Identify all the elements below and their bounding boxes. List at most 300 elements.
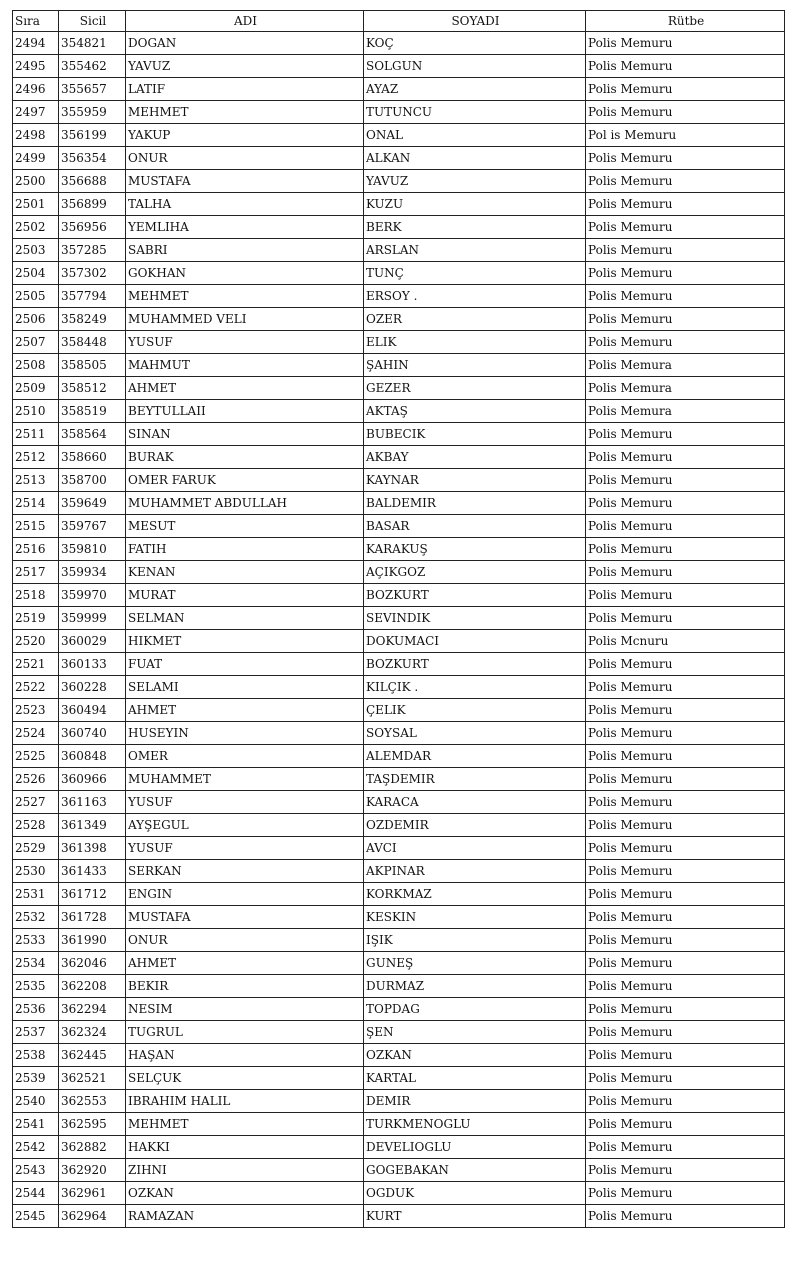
cell-soyadi: BUBECIK	[364, 423, 586, 446]
cell-soyadi: GUNEŞ	[364, 952, 586, 975]
header-row	[13, 11, 785, 32]
cell-rutbe: Polis Memuru	[586, 239, 785, 262]
cell-rutbe: Polis Memuru	[586, 1136, 785, 1159]
cell-soyadi: AÇIKGOZ	[364, 561, 586, 584]
cell-sicil: 354821	[59, 32, 126, 55]
cell-soyadi: TURKMENOGLU	[364, 1113, 586, 1136]
cell-sira: 2529	[13, 837, 59, 860]
cell-sira: 2503	[13, 239, 59, 262]
cell-sicil: 360029	[59, 630, 126, 653]
cell-sira: 2532	[13, 906, 59, 929]
table-row	[13, 492, 785, 515]
cell-sira: 2543	[13, 1159, 59, 1182]
table-row	[13, 1044, 785, 1067]
table-row	[13, 607, 785, 630]
cell-sicil: 359810	[59, 538, 126, 561]
cell-sira: 2511	[13, 423, 59, 446]
cell-soyadi: YAVUZ	[364, 170, 586, 193]
cell-sira: 2510	[13, 400, 59, 423]
cell-sicil: 359767	[59, 515, 126, 538]
cell-sira: 2515	[13, 515, 59, 538]
cell-soyadi: TUTUNCU	[364, 101, 586, 124]
cell-soyadi: BOZKURT	[364, 584, 586, 607]
cell-adi: SABRI	[126, 239, 364, 262]
cell-soyadi: KILÇIK .	[364, 676, 586, 699]
cell-sira: 2519	[13, 607, 59, 630]
cell-rutbe: Polis Memuru	[586, 906, 785, 929]
cell-rutbe: Polis Memura	[586, 377, 785, 400]
cell-soyadi: ALEMDAR	[364, 745, 586, 768]
cell-sicil: 361433	[59, 860, 126, 883]
cell-soyadi: KARACA	[364, 791, 586, 814]
table-row	[13, 308, 785, 331]
cell-soyadi: OZKAN	[364, 1044, 586, 1067]
cell-sicil: 360740	[59, 722, 126, 745]
cell-adi: RAMAZAN	[126, 1205, 364, 1228]
table-row	[13, 147, 785, 170]
cell-rutbe: Polis Memuru	[586, 860, 785, 883]
cell-sicil: 356354	[59, 147, 126, 170]
table-row	[13, 561, 785, 584]
cell-adi: BURAK	[126, 446, 364, 469]
cell-sira: 2544	[13, 1182, 59, 1205]
table-row	[13, 722, 785, 745]
cell-sicil: 362964	[59, 1205, 126, 1228]
cell-sira: 2518	[13, 584, 59, 607]
cell-rutbe: Polis Memuru	[586, 975, 785, 998]
cell-adi: FATIH	[126, 538, 364, 561]
cell-rutbe: Polis Memuru	[586, 676, 785, 699]
cell-adi: KENAN	[126, 561, 364, 584]
table-row	[13, 1182, 785, 1205]
cell-adi: MUHAMMET	[126, 768, 364, 791]
table-row	[13, 791, 785, 814]
cell-rutbe: Polis Memuru	[586, 101, 785, 124]
cell-adi: DOGAN	[126, 32, 364, 55]
cell-sira: 2534	[13, 952, 59, 975]
cell-adi: SELMAN	[126, 607, 364, 630]
cell-adi: YEMLIHA	[126, 216, 364, 239]
table-row	[13, 170, 785, 193]
cell-soyadi: KARAKUŞ	[364, 538, 586, 561]
cell-rutbe: Polis Memuru	[586, 285, 785, 308]
cell-sicil: 357302	[59, 262, 126, 285]
cell-rutbe: Polis Memuru	[586, 1067, 785, 1090]
cell-sira: 2538	[13, 1044, 59, 1067]
cell-sira: 2524	[13, 722, 59, 745]
cell-rutbe: Polis Memuru	[586, 32, 785, 55]
cell-rutbe: Polis Memuru	[586, 55, 785, 78]
cell-rutbe: Polis Memuru	[586, 837, 785, 860]
cell-soyadi: DURMAZ	[364, 975, 586, 998]
cell-rutbe: Polis Memuru	[586, 262, 785, 285]
cell-sicil: 357794	[59, 285, 126, 308]
cell-sicil: 360966	[59, 768, 126, 791]
cell-sicil: 362208	[59, 975, 126, 998]
cell-sira: 2513	[13, 469, 59, 492]
table-row	[13, 1021, 785, 1044]
cell-rutbe: Polis Memuru	[586, 1205, 785, 1228]
cell-sicil: 360133	[59, 653, 126, 676]
cell-sira: 2498	[13, 124, 59, 147]
cell-sicil: 360228	[59, 676, 126, 699]
cell-sira: 2545	[13, 1205, 59, 1228]
table-row	[13, 285, 785, 308]
cell-soyadi: KESKIN	[364, 906, 586, 929]
header-adi: ADI	[126, 11, 364, 32]
table-row	[13, 515, 785, 538]
cell-adi: YAKUP	[126, 124, 364, 147]
cell-sicil: 355959	[59, 101, 126, 124]
table-row	[13, 354, 785, 377]
cell-sira: 2521	[13, 653, 59, 676]
table-row	[13, 906, 785, 929]
cell-soyadi: ELIK	[364, 331, 586, 354]
table-row	[13, 193, 785, 216]
cell-adi: YAVUZ	[126, 55, 364, 78]
cell-rutbe: Polis Memuru	[586, 929, 785, 952]
cell-adi: SELAMI	[126, 676, 364, 699]
cell-soyadi: BALDEMIR	[364, 492, 586, 515]
cell-rutbe: Polis Memuru	[586, 193, 785, 216]
cell-rutbe: Polis Memuru	[586, 446, 785, 469]
cell-rutbe: Polis Memuru	[586, 653, 785, 676]
cell-sicil: 362046	[59, 952, 126, 975]
cell-adi: MAHMUT	[126, 354, 364, 377]
cell-rutbe: Polis Memuru	[586, 492, 785, 515]
cell-rutbe: Polis Memuru	[586, 791, 785, 814]
cell-adi: SELÇUK	[126, 1067, 364, 1090]
cell-soyadi: KOÇ	[364, 32, 586, 55]
cell-sira: 2520	[13, 630, 59, 653]
cell-adi: LATIF	[126, 78, 364, 101]
cell-sicil: 358505	[59, 354, 126, 377]
table-row	[13, 55, 785, 78]
cell-sicil: 356199	[59, 124, 126, 147]
cell-adi: AHMET	[126, 699, 364, 722]
table-row	[13, 952, 785, 975]
cell-sira: 2500	[13, 170, 59, 193]
table-row	[13, 814, 785, 837]
cell-soyadi: SOLGUN	[364, 55, 586, 78]
cell-soyadi: KARTAL	[364, 1067, 586, 1090]
table-row	[13, 929, 785, 952]
cell-sira: 2525	[13, 745, 59, 768]
cell-rutbe: Polis Memuru	[586, 1159, 785, 1182]
cell-adi: HIKMET	[126, 630, 364, 653]
cell-adi: AHMET	[126, 952, 364, 975]
cell-sicil: 360494	[59, 699, 126, 722]
cell-sira: 2495	[13, 55, 59, 78]
cell-sira: 2539	[13, 1067, 59, 1090]
cell-adi: ONUR	[126, 147, 364, 170]
cell-rutbe: Polis Memuru	[586, 1090, 785, 1113]
cell-rutbe: Polis Memura	[586, 354, 785, 377]
cell-sicil: 362961	[59, 1182, 126, 1205]
cell-rutbe: Polis Memuru	[586, 722, 785, 745]
table-row	[13, 446, 785, 469]
cell-sira: 2523	[13, 699, 59, 722]
cell-soyadi: KURT	[364, 1205, 586, 1228]
cell-sicil: 361712	[59, 883, 126, 906]
cell-rutbe: Polis Memuru	[586, 308, 785, 331]
cell-soyadi: ALKAN	[364, 147, 586, 170]
cell-soyadi: DOKUMACI	[364, 630, 586, 653]
cell-rutbe: Polis Memuru	[586, 998, 785, 1021]
table-row	[13, 653, 785, 676]
cell-sira: 2508	[13, 354, 59, 377]
table-body	[13, 32, 785, 1228]
table-row	[13, 883, 785, 906]
cell-rutbe: Polis Memuru	[586, 469, 785, 492]
cell-soyadi: KORKMAZ	[364, 883, 586, 906]
cell-rutbe: Polis Memura	[586, 400, 785, 423]
cell-sira: 2505	[13, 285, 59, 308]
cell-adi: ZIHNI	[126, 1159, 364, 1182]
cell-adi: HAKKI	[126, 1136, 364, 1159]
cell-soyadi: GEZER	[364, 377, 586, 400]
cell-sira: 2537	[13, 1021, 59, 1044]
cell-sira: 2499	[13, 147, 59, 170]
cell-rutbe: Polis Memuru	[586, 170, 785, 193]
cell-sira: 2530	[13, 860, 59, 883]
cell-sira: 2542	[13, 1136, 59, 1159]
cell-rutbe: Polis Memuru	[586, 147, 785, 170]
cell-sicil: 356688	[59, 170, 126, 193]
cell-sira: 2528	[13, 814, 59, 837]
cell-sicil: 357285	[59, 239, 126, 262]
cell-sicil: 362595	[59, 1113, 126, 1136]
cell-soyadi: DEVELIOGLU	[364, 1136, 586, 1159]
cell-rutbe: Polis Memuru	[586, 768, 785, 791]
cell-sicil: 358564	[59, 423, 126, 446]
cell-sicil: 361398	[59, 837, 126, 860]
cell-sira: 2496	[13, 78, 59, 101]
cell-soyadi: IŞIK	[364, 929, 586, 952]
cell-adi: OMER	[126, 745, 364, 768]
cell-sira: 2536	[13, 998, 59, 1021]
table-row	[13, 538, 785, 561]
table-row	[13, 1136, 785, 1159]
cell-sicil: 358512	[59, 377, 126, 400]
cell-sira: 2501	[13, 193, 59, 216]
cell-adi: OZKAN	[126, 1182, 364, 1205]
cell-adi: NESIM	[126, 998, 364, 1021]
cell-soyadi: BOZKURT	[364, 653, 586, 676]
cell-sicil: 355462	[59, 55, 126, 78]
cell-sira: 2509	[13, 377, 59, 400]
table-row	[13, 1090, 785, 1113]
cell-sicil: 362521	[59, 1067, 126, 1090]
cell-sicil: 358249	[59, 308, 126, 331]
cell-soyadi: ŞAHIN	[364, 354, 586, 377]
cell-sira: 2541	[13, 1113, 59, 1136]
header-sicil: Sicil	[59, 11, 126, 32]
table-row	[13, 1113, 785, 1136]
cell-sicil: 358700	[59, 469, 126, 492]
cell-adi: BEKIR	[126, 975, 364, 998]
cell-adi: YUSUF	[126, 837, 364, 860]
cell-sicil: 362553	[59, 1090, 126, 1113]
cell-rutbe: Polis Memuru	[586, 745, 785, 768]
table-row	[13, 584, 785, 607]
cell-soyadi: BASAR	[364, 515, 586, 538]
cell-soyadi: GOGEBAKAN	[364, 1159, 586, 1182]
cell-sira: 2504	[13, 262, 59, 285]
cell-sira: 2517	[13, 561, 59, 584]
cell-sicil: 360848	[59, 745, 126, 768]
cell-sicil: 362324	[59, 1021, 126, 1044]
cell-adi: MUSTAFA	[126, 170, 364, 193]
cell-adi: SINAN	[126, 423, 364, 446]
cell-sira: 2533	[13, 929, 59, 952]
cell-rutbe: Polis Memuru	[586, 1182, 785, 1205]
personnel-table	[12, 10, 785, 1228]
cell-sicil: 359999	[59, 607, 126, 630]
cell-sicil: 361349	[59, 814, 126, 837]
cell-sicil: 358519	[59, 400, 126, 423]
cell-sicil: 359970	[59, 584, 126, 607]
cell-rutbe: Polis Memuru	[586, 515, 785, 538]
cell-adi: TALHA	[126, 193, 364, 216]
cell-rutbe: Polis Memuru	[586, 607, 785, 630]
cell-rutbe: Polis Memuru	[586, 423, 785, 446]
cell-sicil: 361990	[59, 929, 126, 952]
cell-sira: 2512	[13, 446, 59, 469]
table-row	[13, 377, 785, 400]
cell-sira: 2535	[13, 975, 59, 998]
cell-sira: 2540	[13, 1090, 59, 1113]
cell-rutbe: Polis Memuru	[586, 1021, 785, 1044]
cell-rutbe: Polis Memuru	[586, 561, 785, 584]
cell-adi: GOKHAN	[126, 262, 364, 285]
table-row	[13, 699, 785, 722]
cell-rutbe: Polis Memuru	[586, 584, 785, 607]
cell-soyadi: KAYNAR	[364, 469, 586, 492]
cell-adi: FUAT	[126, 653, 364, 676]
cell-adi: MUHAMMED VELI	[126, 308, 364, 331]
cell-sicil: 358660	[59, 446, 126, 469]
cell-sira: 2527	[13, 791, 59, 814]
table-row	[13, 262, 785, 285]
cell-soyadi: ONAL	[364, 124, 586, 147]
table-row	[13, 860, 785, 883]
cell-adi: YUSUF	[126, 791, 364, 814]
cell-soyadi: AKPINAR	[364, 860, 586, 883]
cell-adi: TUGRUL	[126, 1021, 364, 1044]
table-row	[13, 837, 785, 860]
cell-soyadi: OGDUK	[364, 1182, 586, 1205]
cell-adi: MURAT	[126, 584, 364, 607]
cell-sicil: 355657	[59, 78, 126, 101]
cell-sicil: 362920	[59, 1159, 126, 1182]
cell-rutbe: Polis Memuru	[586, 538, 785, 561]
cell-rutbe: Pol is Memuru	[586, 124, 785, 147]
cell-soyadi: AVCI	[364, 837, 586, 860]
table-row	[13, 78, 785, 101]
cell-rutbe: Polis Memuru	[586, 78, 785, 101]
cell-adi: MUSTAFA	[126, 906, 364, 929]
header-sira: Sıra	[13, 11, 59, 32]
table-row	[13, 630, 785, 653]
cell-adi: MEHMET	[126, 1113, 364, 1136]
cell-adi: IBRAHIM HALIL	[126, 1090, 364, 1113]
cell-sira: 2494	[13, 32, 59, 55]
cell-soyadi: KUZU	[364, 193, 586, 216]
cell-soyadi: ARSLAN	[364, 239, 586, 262]
cell-adi: ENGIN	[126, 883, 364, 906]
table-row	[13, 331, 785, 354]
cell-adi: MEHMET	[126, 285, 364, 308]
cell-sira: 2502	[13, 216, 59, 239]
cell-rutbe: Polis Memuru	[586, 883, 785, 906]
cell-soyadi: ÇELIK	[364, 699, 586, 722]
cell-rutbe: Polis Memuru	[586, 952, 785, 975]
cell-rutbe: Polis Memuru	[586, 216, 785, 239]
table-row	[13, 239, 785, 262]
cell-sicil: 356956	[59, 216, 126, 239]
table-row	[13, 676, 785, 699]
table-row	[13, 998, 785, 1021]
cell-adi: HAŞAN	[126, 1044, 364, 1067]
table-row	[13, 1205, 785, 1228]
table-row	[13, 400, 785, 423]
cell-adi: SERKAN	[126, 860, 364, 883]
cell-sicil: 361163	[59, 791, 126, 814]
cell-adi: HUSEYIN	[126, 722, 364, 745]
cell-soyadi: TOPDAG	[364, 998, 586, 1021]
table-header	[13, 11, 785, 32]
cell-soyadi: AKBAY	[364, 446, 586, 469]
table-row	[13, 768, 785, 791]
cell-sicil: 358448	[59, 331, 126, 354]
cell-adi: AYŞEGUL	[126, 814, 364, 837]
cell-soyadi: OZER	[364, 308, 586, 331]
cell-soyadi: ERSOY .	[364, 285, 586, 308]
cell-sira: 2497	[13, 101, 59, 124]
cell-adi: MESUT	[126, 515, 364, 538]
cell-rutbe: Polis Memuru	[586, 814, 785, 837]
cell-soyadi: TAŞDEMIR	[364, 768, 586, 791]
cell-sira: 2506	[13, 308, 59, 331]
cell-rutbe: Polis Memuru	[586, 699, 785, 722]
cell-soyadi: BERK	[364, 216, 586, 239]
cell-adi: AHMET	[126, 377, 364, 400]
cell-sira: 2516	[13, 538, 59, 561]
table-row	[13, 32, 785, 55]
table-row	[13, 1159, 785, 1182]
cell-rutbe: Polis Memuru	[586, 1113, 785, 1136]
table-row	[13, 469, 785, 492]
cell-adi: MUHAMMET ABDULLAH	[126, 492, 364, 515]
cell-sira: 2514	[13, 492, 59, 515]
cell-soyadi: OZDEMIR	[364, 814, 586, 837]
cell-rutbe: Polis Memuru	[586, 331, 785, 354]
table-row	[13, 124, 785, 147]
cell-soyadi: SEVINDIK	[364, 607, 586, 630]
table-row	[13, 1067, 785, 1090]
header-rutbe: Rütbe	[586, 11, 785, 32]
cell-sicil: 356899	[59, 193, 126, 216]
cell-sira: 2526	[13, 768, 59, 791]
cell-sicil: 361728	[59, 906, 126, 929]
cell-sira: 2522	[13, 676, 59, 699]
table-row	[13, 101, 785, 124]
cell-sira: 2507	[13, 331, 59, 354]
cell-soyadi: AYAZ	[364, 78, 586, 101]
cell-adi: BEYTULLAII	[126, 400, 364, 423]
cell-sicil: 362294	[59, 998, 126, 1021]
